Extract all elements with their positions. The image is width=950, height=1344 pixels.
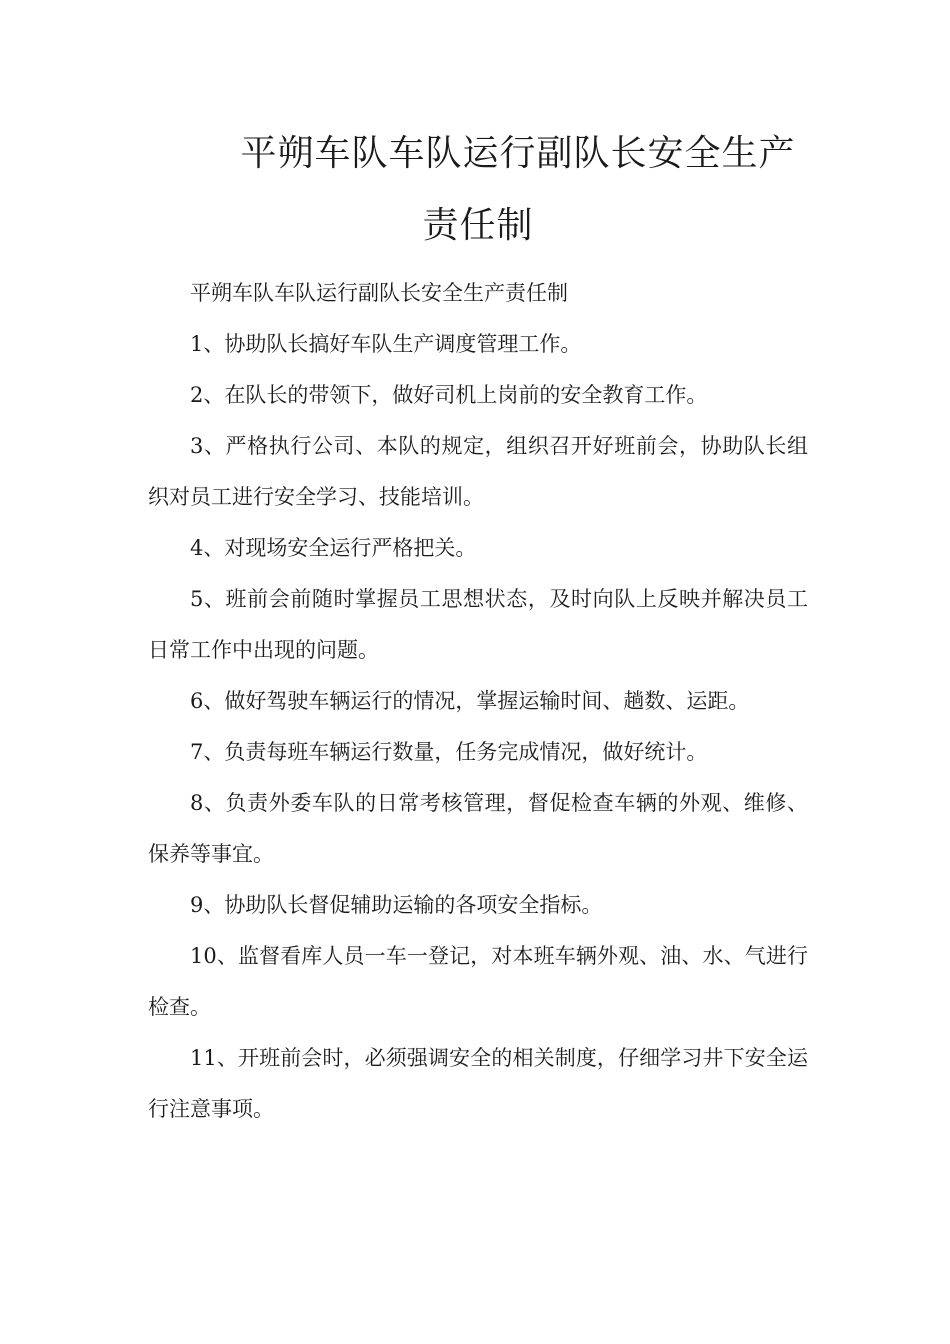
list-item: 5、班前会前随时掌握员工思想状态，及时向队上反映并解决员工日常工作中出现的问题。 <box>148 587 808 662</box>
list-item: 8、负责外委车队的日常考核管理，督促检查车辆的外观、维修、保养等事宜。 <box>148 791 808 866</box>
list-item: 9、协助队长督促辅助运输的各项安全指标。 <box>190 893 603 917</box>
list-item: 7、负责每班车辆运行数量，任务完成情况，做好统计。 <box>190 740 708 764</box>
document-title: 平朔车队车队运行副队长安全生产责任制 <box>240 133 796 246</box>
list-item: 4、对现场安全运行严格把关。 <box>190 536 477 560</box>
list-item: 11、开班前会时，必须强调安全的相关制度，仔细学习井下安全运行注意事项。 <box>148 1046 808 1121</box>
list-item: 3、严格执行公司、本队的规定，组织召开好班前会，协助队长组织对员工进行安全学习、技能培训。 <box>148 434 808 509</box>
document-subtitle: 平朔车队车队运行副队长安全生产责任制 <box>190 281 568 305</box>
document-body <box>148 268 808 1135</box>
list-item: 1、协助队长搞好车队生产调度管理工作。 <box>190 332 582 356</box>
list-item: 2、在队长的带领下，做好司机上岗前的安全教育工作。 <box>190 383 708 407</box>
list-item: 10、监督看库人员一车一登记，对本班车辆外观、油、水、气进行检查。 <box>148 944 808 1019</box>
list-item: 6、做好驾驶车辆运行的情况，掌握运输时间、趟数、运距。 <box>190 689 750 713</box>
